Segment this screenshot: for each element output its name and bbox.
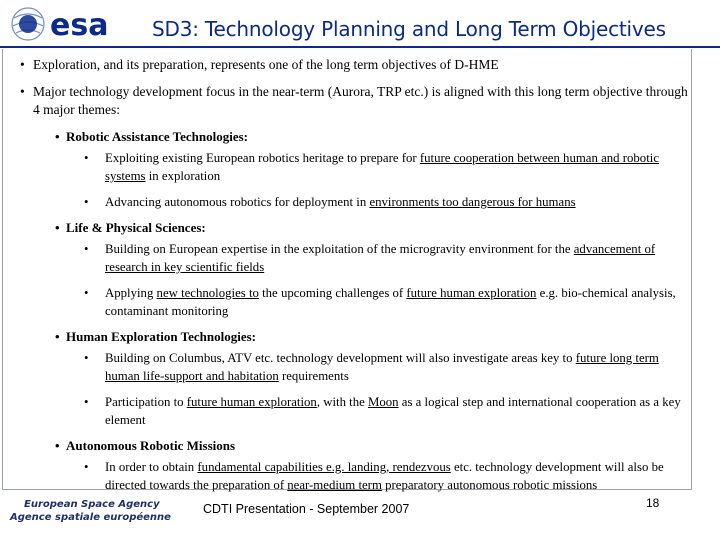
text-segment: , with the (316, 395, 368, 409)
themes-list (20, 128, 688, 494)
text-segment: as a logical step and international cooperation as a key element (105, 395, 681, 427)
underlined-phrase: future human exploration (186, 395, 317, 409)
footer-presentation: CDTI Presentation - September 2007 (203, 502, 410, 516)
theme-item (84, 149, 695, 185)
bullet-technology-focus: • Major technology development focus in the near-term (Aurora, TRP etc.) is aligned with this long term objective through 4 major themes: (20, 83, 688, 119)
header-rule (0, 46, 720, 48)
esa-logo-text: esa (50, 8, 109, 43)
text-segment: requirements (278, 369, 349, 383)
underlined-phrase: future cooperation between human and robotic systems (105, 151, 660, 183)
slide-title: SD3: Technology Planning and Long Term Objectives (152, 17, 666, 41)
agency-name-en: European Space Agency (24, 499, 160, 510)
theme-item (84, 193, 695, 211)
theme-item (84, 458, 695, 494)
text-segment: Participation to (105, 395, 187, 409)
theme-item (84, 284, 695, 320)
text-segment: etc. technology development will also be directed towards the preparation of (105, 460, 664, 492)
theme-title: • Human Exploration Technologies: (55, 328, 688, 346)
text-segment: the upcoming challenges of (258, 286, 407, 300)
slide-header (0, 0, 720, 48)
text-segment: Exploiting existing European robotics heritage to prepare for (105, 151, 420, 165)
underlined-phrase: fundamental capabilities e.g. landing, rendezvous (197, 460, 451, 474)
text-segment: Advancing autonomous robotics for deployment in (105, 195, 370, 209)
text-segment: e.g. bio-chemical analysis, contaminant monitoring (105, 286, 676, 318)
underlined-phrase: future long term human life-support and habitation (105, 351, 659, 383)
underlined-phrase: near-medium term (287, 478, 382, 492)
theme-title: • Robotic Assistance Technologies: (55, 128, 688, 146)
underlined-phrase: environments too dangerous for humans (369, 195, 576, 209)
theme-title: • Autonomous Robotic Missions (55, 437, 688, 455)
page-number: 18 (646, 496, 660, 510)
agency-name-fr: Agence spatiale européenne (10, 512, 171, 523)
esa-agency-logo (6, 495, 171, 525)
text-segment: in exploration (145, 169, 221, 183)
text-segment: Building on Columbus, ATV etc. technology development will also investigate areas key to (105, 351, 576, 365)
theme-item (84, 393, 695, 429)
theme-item (84, 349, 695, 385)
esa-logo (6, 2, 146, 44)
bullet-exploration: • Exploration, and its preparation, represents one of the long term objectives of D-HME (20, 56, 688, 74)
underlined-phrase: new technologies to (156, 286, 259, 300)
underlined-phrase: advancement of research in key scientific fields (105, 242, 656, 274)
underlined-phrase: Moon (368, 395, 399, 409)
theme-title: • Life & Physical Sciences: (55, 219, 688, 237)
text-segment: Applying (105, 286, 157, 300)
text-segment: Building on European expertise in the exploitation of the microgravity environment for the (105, 242, 574, 256)
theme-item (84, 240, 695, 276)
underlined-phrase: future human exploration (406, 286, 537, 300)
slide-content (20, 56, 688, 502)
text-segment: In order to obtain (105, 460, 198, 474)
text-segment: preparatory autonomous robotic missions (381, 478, 598, 492)
